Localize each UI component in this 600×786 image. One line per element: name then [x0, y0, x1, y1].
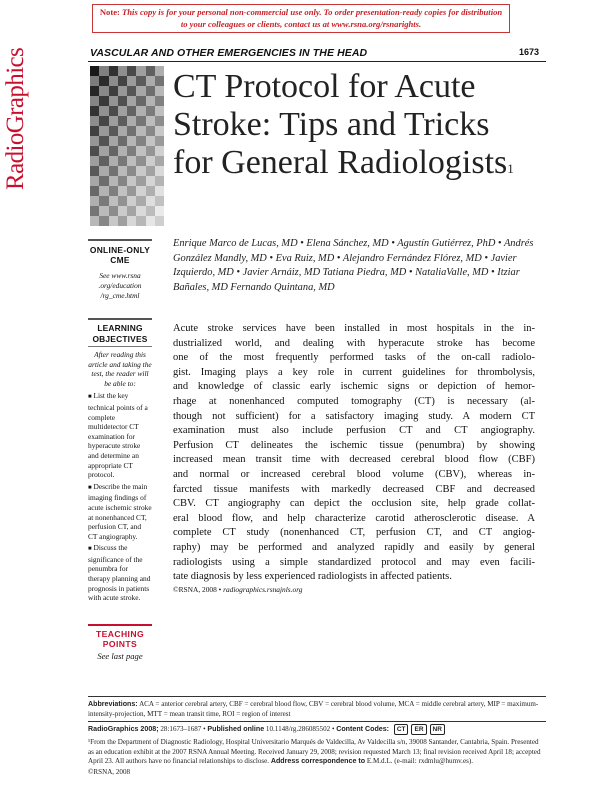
checker-cell	[146, 196, 155, 206]
author-list: Enrique Marco de Lucas, MD • Elena Sánchez, MD • Agustín Gutiérrez, PhD • Andrés González Mandly, MD • Eva Ruiz, MD • Alejandro Fernández Flórez, MD • Javier Izquierdo, MD • Javier Arnáiz, MD Tatiana Piedra, MD • NataliaValle, MD • Itziar Bañales, MD Fernando Quintana, MD	[173, 238, 534, 293]
objective-item	[88, 543, 152, 603]
checker-cell	[90, 166, 99, 176]
objectives-title-line1: LEARNING	[97, 323, 143, 333]
cme-rule	[88, 239, 152, 241]
content-code-nr-badge: NR	[430, 724, 445, 735]
checker-cell	[90, 86, 99, 96]
checker-cell	[155, 76, 164, 86]
teaching-title	[88, 629, 152, 649]
checker-cell	[90, 116, 99, 126]
citation-line	[88, 724, 546, 735]
checker-cell	[90, 136, 99, 146]
journal-brand: RadioGraphics	[2, 47, 29, 190]
citation-pages: 28:1673–1687 •	[158, 725, 206, 734]
checker-cell	[90, 96, 99, 106]
checker-cell	[127, 196, 136, 206]
square-bullet-icon: ■	[88, 484, 92, 491]
checker-cell	[155, 96, 164, 106]
checker-cell	[90, 176, 99, 186]
checker-cell	[109, 116, 118, 126]
teaching-points-box	[88, 624, 152, 661]
checker-cell	[127, 216, 136, 226]
checker-cell	[136, 206, 145, 216]
checker-cell	[109, 126, 118, 136]
checker-cell	[109, 186, 118, 196]
doi[interactable]: 10.1148/rg.286085502 •	[264, 725, 335, 734]
checker-cell	[90, 126, 99, 136]
section-header: VASCULAR AND OTHER EMERGENCIES IN THE HEAD	[90, 47, 368, 59]
checker-cell	[109, 136, 118, 146]
checker-cell	[127, 136, 136, 146]
content-code-er-badge: ER	[411, 724, 426, 735]
checker-cell	[118, 116, 127, 126]
checker-cell	[146, 146, 155, 156]
checker-cell	[90, 146, 99, 156]
checker-cell	[127, 76, 136, 86]
checker-cell	[99, 66, 108, 76]
copyright-text: ©RSNA, 2008 •	[173, 585, 222, 594]
checker-cell	[155, 216, 164, 226]
abbreviations-label: Abbreviations:	[88, 700, 138, 708]
checker-cell	[109, 76, 118, 86]
checker-cell	[146, 86, 155, 96]
checker-cell	[99, 76, 108, 86]
checker-cell	[118, 66, 127, 76]
abstract-line: CBV. CT angiography can depict the occlusion site, help grade collat-	[173, 498, 535, 510]
checker-cell	[127, 86, 136, 96]
checker-cell	[127, 146, 136, 156]
checker-cell	[118, 146, 127, 156]
checker-cell	[99, 126, 108, 136]
checker-cell	[99, 186, 108, 196]
checker-cell	[155, 86, 164, 96]
article-title	[173, 68, 533, 182]
checker-cell	[90, 186, 99, 196]
objective-text: List the key technical points of a complete multidetector CT examination for hyperacute stroke and determine an appropriate CT protocol.	[88, 391, 148, 480]
checker-cell	[155, 186, 164, 196]
abstract-line: radiologists using a simple standardized protocol and may even facili-	[173, 556, 535, 568]
checker-cell	[118, 136, 127, 146]
checker-cell	[136, 96, 145, 106]
abstract-line: and normal or increased cerebral blood volume (CBV), whereas in-	[173, 468, 535, 480]
checker-pattern-logo	[90, 66, 164, 226]
checker-cell	[90, 196, 99, 206]
checker-cell	[136, 166, 145, 176]
checker-cell	[146, 186, 155, 196]
checker-cell	[146, 176, 155, 186]
published-online-label: Published online	[207, 725, 265, 734]
teaching-title-line1: TEACHING	[95, 629, 145, 639]
footer-divider	[88, 721, 546, 722]
checker-cell	[109, 156, 118, 166]
objective-item	[88, 482, 152, 542]
correspondence-label: Address correspondence to	[270, 757, 366, 766]
objective-text: Describe the main imaging findings of acute ischemic stroke at nonenhanced CT, perfusion CT, and CT angiography.	[88, 481, 152, 541]
checker-cell	[118, 86, 127, 96]
correspondence-text: E.M.d.L. (e-mail: rxdmlu@humv.es).	[366, 757, 473, 766]
checker-cell	[99, 206, 108, 216]
checker-cell	[136, 136, 145, 146]
affiliation-footnote	[88, 738, 546, 767]
objectives-list	[88, 391, 152, 602]
abstract-line: and knowledge of classic early ischemic signs or depiction of hemor-	[173, 381, 535, 393]
checker-cell	[136, 146, 145, 156]
checker-cell	[146, 76, 155, 86]
checker-cell	[99, 86, 108, 96]
checker-cell	[118, 166, 127, 176]
checker-cell	[146, 66, 155, 76]
content-code-ct-badge: CT	[394, 724, 409, 735]
checker-cell	[99, 156, 108, 166]
learning-objectives-box	[88, 318, 152, 605]
objectives-title-line2: OBJECTIVES	[92, 333, 148, 344]
abstract-line: tate diagnosis by less experienced radiologists in affected patients.	[173, 571, 452, 583]
checker-cell	[155, 176, 164, 186]
square-bullet-icon: ■	[88, 394, 92, 401]
checker-cell	[127, 176, 136, 186]
abstract-line: rhage at nonenhanced computed tomography (CT) is necessary (al-	[173, 395, 535, 407]
abstract	[173, 322, 535, 585]
journal-url[interactable]: radiographics.rsnajnls.org	[223, 585, 303, 594]
notice-label: Note:	[99, 7, 120, 17]
header-divider	[88, 61, 546, 62]
page-number: 1673	[519, 47, 540, 57]
checker-cell	[118, 206, 127, 216]
checker-cell	[136, 196, 145, 206]
checker-cell	[118, 216, 127, 226]
checker-cell	[136, 186, 145, 196]
checker-cell	[146, 206, 155, 216]
checker-cell	[136, 116, 145, 126]
title-footnote-mark: 1	[507, 161, 514, 176]
checker-cell	[136, 66, 145, 76]
checker-cell	[136, 106, 145, 116]
checker-cell	[136, 76, 145, 86]
checker-cell	[155, 156, 164, 166]
checker-cell	[90, 156, 99, 166]
abstract-line: farcted tissue manifests with markedly decreased CBF and decreased	[173, 483, 535, 495]
abstract-line: complete CT study (nonenhanced CT, perfusion CT, and CT angiog-	[173, 527, 535, 539]
copyright-footer: ©RSNA, 2008	[88, 768, 131, 776]
abstract-line: one of the most frequently performed tasks of the on-call radiolo-	[173, 352, 535, 364]
cme-title-line1: ONLINE-ONLY	[89, 245, 151, 255]
teaching-subtitle[interactable]: See last page	[97, 651, 143, 661]
abstract-line: Acute stroke services have been installed in most hospitals in the in-	[173, 323, 535, 334]
cme-box	[88, 239, 152, 301]
checker-cell	[99, 196, 108, 206]
checker-cell	[127, 106, 136, 116]
abbreviations	[88, 700, 546, 719]
checker-cell	[90, 216, 99, 226]
objectives-intro: After reading this article and taking the test, the reader will be able to:	[88, 350, 152, 388]
cme-title	[88, 245, 152, 265]
checker-cell	[109, 176, 118, 186]
checker-cell	[118, 196, 127, 206]
checker-cell	[155, 106, 164, 116]
checker-cell	[127, 186, 136, 196]
checker-cell	[118, 176, 127, 186]
checker-cell	[118, 186, 127, 196]
checker-cell	[118, 76, 127, 86]
teaching-title-line2: POINTS	[102, 639, 138, 649]
abstract-line: Perfusion CT delineates the ischemic tissue (penumbra) by showing	[173, 439, 535, 451]
checker-cell	[99, 146, 108, 156]
abstract-line: dustrialized world, and dealing with hyperacute stroke has become	[173, 337, 535, 349]
checker-cell	[146, 166, 155, 176]
notice-text: This copy is for your personal non-commercial use only. To order presentation-ready copies for distribution to your colleagues or clients, contact us at	[122, 7, 503, 29]
checker-cell	[155, 126, 164, 136]
abbreviations-text: ACA = anterior cerebral artery, CBF = cerebral blood flow, CBV = cerebral blood volume, MCA = middle cerebral artery, MIP = maximum-intensity-projection, MTT = mean transit time, ROI = region of interest	[88, 700, 539, 718]
checker-cell	[109, 216, 118, 226]
checker-cell	[109, 66, 118, 76]
checker-cell	[146, 106, 155, 116]
checker-cell	[99, 106, 108, 116]
article-copyright	[173, 585, 303, 594]
checker-cell	[118, 156, 127, 166]
affiliation-text: ¹From the Department of Diagnostic Radiology, Hospital Universitario Marqués de Valdecilla, Av Valdecilla s/n, 39008 Santander, Cantabria, Spain. Presented as an education exhibit at the 2007 RSNA Annual Meeting. Received January 29, 2008; revision requested March 13; final revision received April 18; accepted April 23. All authors have no financial relationships to disclose.	[88, 738, 541, 766]
checker-cell	[155, 166, 164, 176]
checker-cell	[155, 66, 164, 76]
abstract-line: raphy) may be performed and analyzed rapidly and easily by general	[173, 541, 535, 553]
checker-cell	[136, 86, 145, 96]
checker-cell	[109, 206, 118, 216]
copyright-notice	[92, 4, 510, 33]
checker-cell	[109, 146, 118, 156]
checker-cell	[118, 126, 127, 136]
checker-cell	[99, 116, 108, 126]
checker-cell	[146, 126, 155, 136]
checker-cell	[99, 216, 108, 226]
abstract-line: examination must also include perfusion CT and CT angiography.	[173, 425, 535, 437]
checker-cell	[109, 106, 118, 116]
checker-cell	[99, 136, 108, 146]
objective-text: Discuss the significance of the penumbra for therapy planning and prognosis in patients with acute stroke.	[88, 543, 151, 603]
cme-title-line2: CME	[110, 255, 130, 265]
checker-cell	[146, 136, 155, 146]
checker-cell	[155, 146, 164, 156]
checker-cell	[109, 86, 118, 96]
checker-cell	[127, 66, 136, 76]
objectives-rule	[88, 318, 152, 320]
checker-cell	[136, 156, 145, 166]
cme-link[interactable]: See www.rsna .org/education /rg_cme.html	[98, 271, 142, 300]
checker-cell	[90, 76, 99, 86]
checker-cell	[90, 106, 99, 116]
abstract-line: increased mean transit time with decreased cerebral blood flow (CBF)	[173, 454, 535, 466]
checker-cell	[90, 206, 99, 216]
objective-item	[88, 391, 152, 479]
checker-cell	[136, 126, 145, 136]
teaching-rule	[88, 624, 152, 626]
checker-cell	[155, 196, 164, 206]
checker-cell	[127, 96, 136, 106]
checker-cell	[109, 196, 118, 206]
checker-cell	[99, 96, 108, 106]
checker-cell	[155, 116, 164, 126]
checker-cell	[146, 116, 155, 126]
checker-cell	[146, 216, 155, 226]
checker-cell	[127, 116, 136, 126]
abstract-line: gist. Imaging plays a key role in current guidelines for thrombolysis,	[173, 366, 535, 378]
journal-citation: RadioGraphics 2008;	[88, 725, 159, 734]
objectives-title	[88, 323, 152, 344]
checker-cell	[136, 176, 145, 186]
checker-cell	[136, 216, 145, 226]
footer-divider	[88, 696, 546, 697]
checker-cell	[109, 166, 118, 176]
objectives-divider	[88, 346, 152, 347]
checker-cell	[118, 96, 127, 106]
checker-cell	[90, 66, 99, 76]
checker-cell	[127, 206, 136, 216]
checker-cell	[127, 126, 136, 136]
abstract-line: eral blood flow, and help characterize carotid atherosclerotic disease. A	[173, 512, 535, 524]
checker-cell	[155, 136, 164, 146]
checker-cell	[155, 206, 164, 216]
checker-cell	[99, 176, 108, 186]
checker-cell	[127, 156, 136, 166]
square-bullet-icon: ■	[88, 546, 92, 553]
content-codes-label: Content Codes:	[336, 725, 390, 734]
checker-cell	[118, 106, 127, 116]
checker-cell	[146, 156, 155, 166]
checker-cell	[99, 166, 108, 176]
checker-cell	[146, 96, 155, 106]
checker-cell	[109, 96, 118, 106]
notice-url[interactable]: www.rsna.org/rsnarights.	[331, 19, 422, 29]
content-codes	[394, 724, 445, 735]
abstract-line: though not sufficient) for a satisfactory imaging study. A modern CT	[173, 410, 535, 422]
checker-cell	[127, 166, 136, 176]
title-text: CT Protocol for Acute Stroke: Tips and Tricks for General Radiologists	[173, 68, 508, 181]
